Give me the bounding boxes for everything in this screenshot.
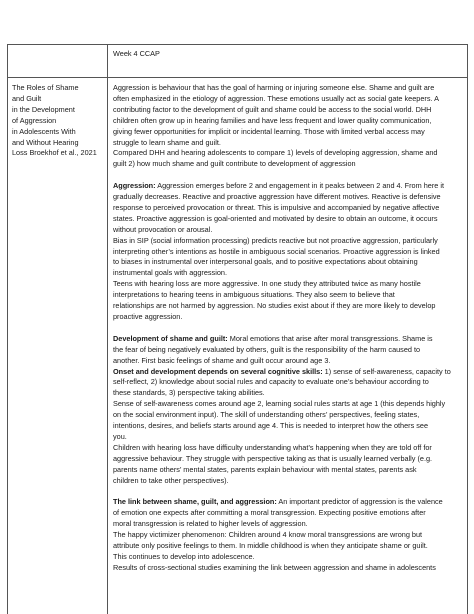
subsection-heading: Onset and development depends on several cognitive skills: — [113, 366, 323, 376]
text-line: without provocation or arousal. — [113, 224, 213, 234]
text-line: often emphasized in the etiology of aggression. These emotions usually act as social gate keepers. A — [113, 93, 439, 103]
text-line: The happy victimizer phenomenon: Children around 4 know moral transgressions are wrong but — [113, 530, 423, 540]
row-divider — [8, 77, 467, 78]
citation-line: The Roles of Shame — [12, 83, 79, 92]
text-line: Bias in SIP (social information processing) predicts reactive but not proactive aggression, particularly — [113, 235, 438, 245]
section-heading: The link between shame, guilt, and aggression: — [113, 497, 277, 507]
text-line: parents name others’ mental states, parents explain behaviour with mental states, parents ask — [113, 464, 417, 474]
text-run: Moral emotions that arise after moral transgressions. Shame is — [227, 333, 433, 343]
link-section — [113, 497, 459, 573]
text-run: An important predictor of aggression is the valence — [276, 497, 443, 507]
text-line: relationships are not harmed by aggression. No studies exist about if they are more likely to develop — [113, 301, 436, 311]
text-line: interpretations to hearing teens in ambiguous situations. They also seem to believe that — [113, 290, 395, 300]
text-line: of emotion one expects after committing a moral transgression. Expecting positive emotions after — [113, 508, 426, 518]
text-run: Aggression emerges before 2 and engagement in it peaks between 2 and 4. From here it — [155, 181, 444, 191]
text-line: to biases in instrumental over interpersonal goals, and to positive expectations about obtaining — [113, 257, 418, 267]
citation-line: and Guilt — [12, 93, 42, 103]
citation-line: of Aggression — [12, 115, 57, 125]
text-line: struggle to learn shame and guilt. — [113, 137, 221, 147]
intro-paragraph — [113, 83, 459, 170]
aggression-section — [113, 181, 459, 323]
article-citation-cell — [12, 83, 106, 159]
text-line: the fear of being negatively evaluated by others, guilt is the responsibility of the harm caused to — [113, 344, 421, 354]
text-line — [113, 497, 459, 508]
text-line: proactive aggression. — [113, 312, 183, 322]
text-line: moral transgression is related to higher levels of aggression. — [113, 519, 308, 529]
text-line: states. Proactive aggression is goal-oriented and motivated by desire to obtain an outcome, it occurs — [113, 213, 438, 223]
text-line: another. First basic feelings of shame and guilt occur around age 3. — [113, 355, 331, 365]
text-line: interpreting other’s intentions as hostile in ambiguous social scenarios. Proactive aggression is linked — [113, 246, 440, 256]
citation-line: Loss Broekhof et al., 2021 — [12, 148, 97, 158]
text-line: Children with hearing loss have difficulty understanding what’s happening when they are told off for — [113, 442, 432, 452]
text-line: contributing factor to the development of guilt and shame could be access to the social world. DHH — [113, 104, 432, 114]
text-line: you. — [113, 431, 127, 441]
text-line: on the social environment input). The skill of understanding others’ perspectives, feeling states, — [113, 410, 420, 420]
text-line: Aggression is behaviour that has the goal of harming or injuring someone else. Shame and guilt are — [113, 83, 435, 92]
text-line: children often grow up in hearing families and have less frequent and lower quality communication, — [113, 115, 432, 125]
notes-cell — [113, 83, 459, 574]
text-line — [113, 367, 459, 378]
text-line: instrumental goals with aggression. — [113, 268, 227, 278]
citation-line: and Without Hearing — [12, 137, 79, 147]
text-line: response to perceived provocation or threat. This is impulsive and accompanied by negative affective — [113, 202, 440, 212]
text-line — [113, 181, 459, 192]
text-line: Teens with hearing loss are more aggressive. In one study they attributed twice as many hostile — [113, 279, 421, 289]
text-line: Results of cross-sectional studies examining the link between aggression and shame in adolescents — [113, 562, 436, 572]
shame-guilt-section — [113, 334, 459, 487]
text-run: 1) sense of self-awareness, capacity to — [322, 366, 451, 376]
text-line: intentions, desires, and beliefs starts around age 4. This is needed to interpret how the others see — [113, 421, 429, 431]
citation-line: in Adolescents With — [12, 126, 76, 136]
text-line: these standards, 3) perspective taking abilities. — [113, 388, 265, 398]
text-line: giving fewer opportunities for implicit or incidental learning. Those with limited verbal access may — [113, 126, 425, 136]
text-line: self-reflect, 2) knowledge about social rules and capacity to evaluate one’s behaviour according to — [113, 377, 429, 387]
week-header: Week 4 CCAP — [113, 49, 160, 58]
text-line — [113, 334, 459, 345]
text-line: children to take other perspectives). — [113, 475, 229, 485]
text-line: aggressive behaviour. They struggle with perspective taking as that is usually learned verbally (e.g. — [113, 453, 433, 463]
text-line: attribute only positive feelings to them. In middle childhood is when they anticipate shame or guilt. — [113, 541, 428, 551]
text-line: Sense of self-awareness comes around age 2, learning social rules starts at age 1 (this depends highly — [113, 399, 446, 409]
citation-line: in the Development — [12, 104, 75, 114]
text-line: Compared DHH and hearing adolescents to compare 1) levels of developing aggression, shame and — [113, 148, 438, 158]
column-divider — [107, 45, 108, 614]
notes-table — [7, 44, 468, 614]
section-heading: Development of shame and guilt: — [113, 333, 228, 343]
section-heading: Aggression: — [113, 181, 156, 191]
text-line: This continues to develop into adolescence. — [113, 551, 255, 561]
text-line: guilt 2) how much shame and guilt contribute to development of aggression — [113, 159, 356, 169]
text-line: gradually decreases. Reactive and proactive aggression have different motives. Reactive is defensive — [113, 192, 441, 202]
